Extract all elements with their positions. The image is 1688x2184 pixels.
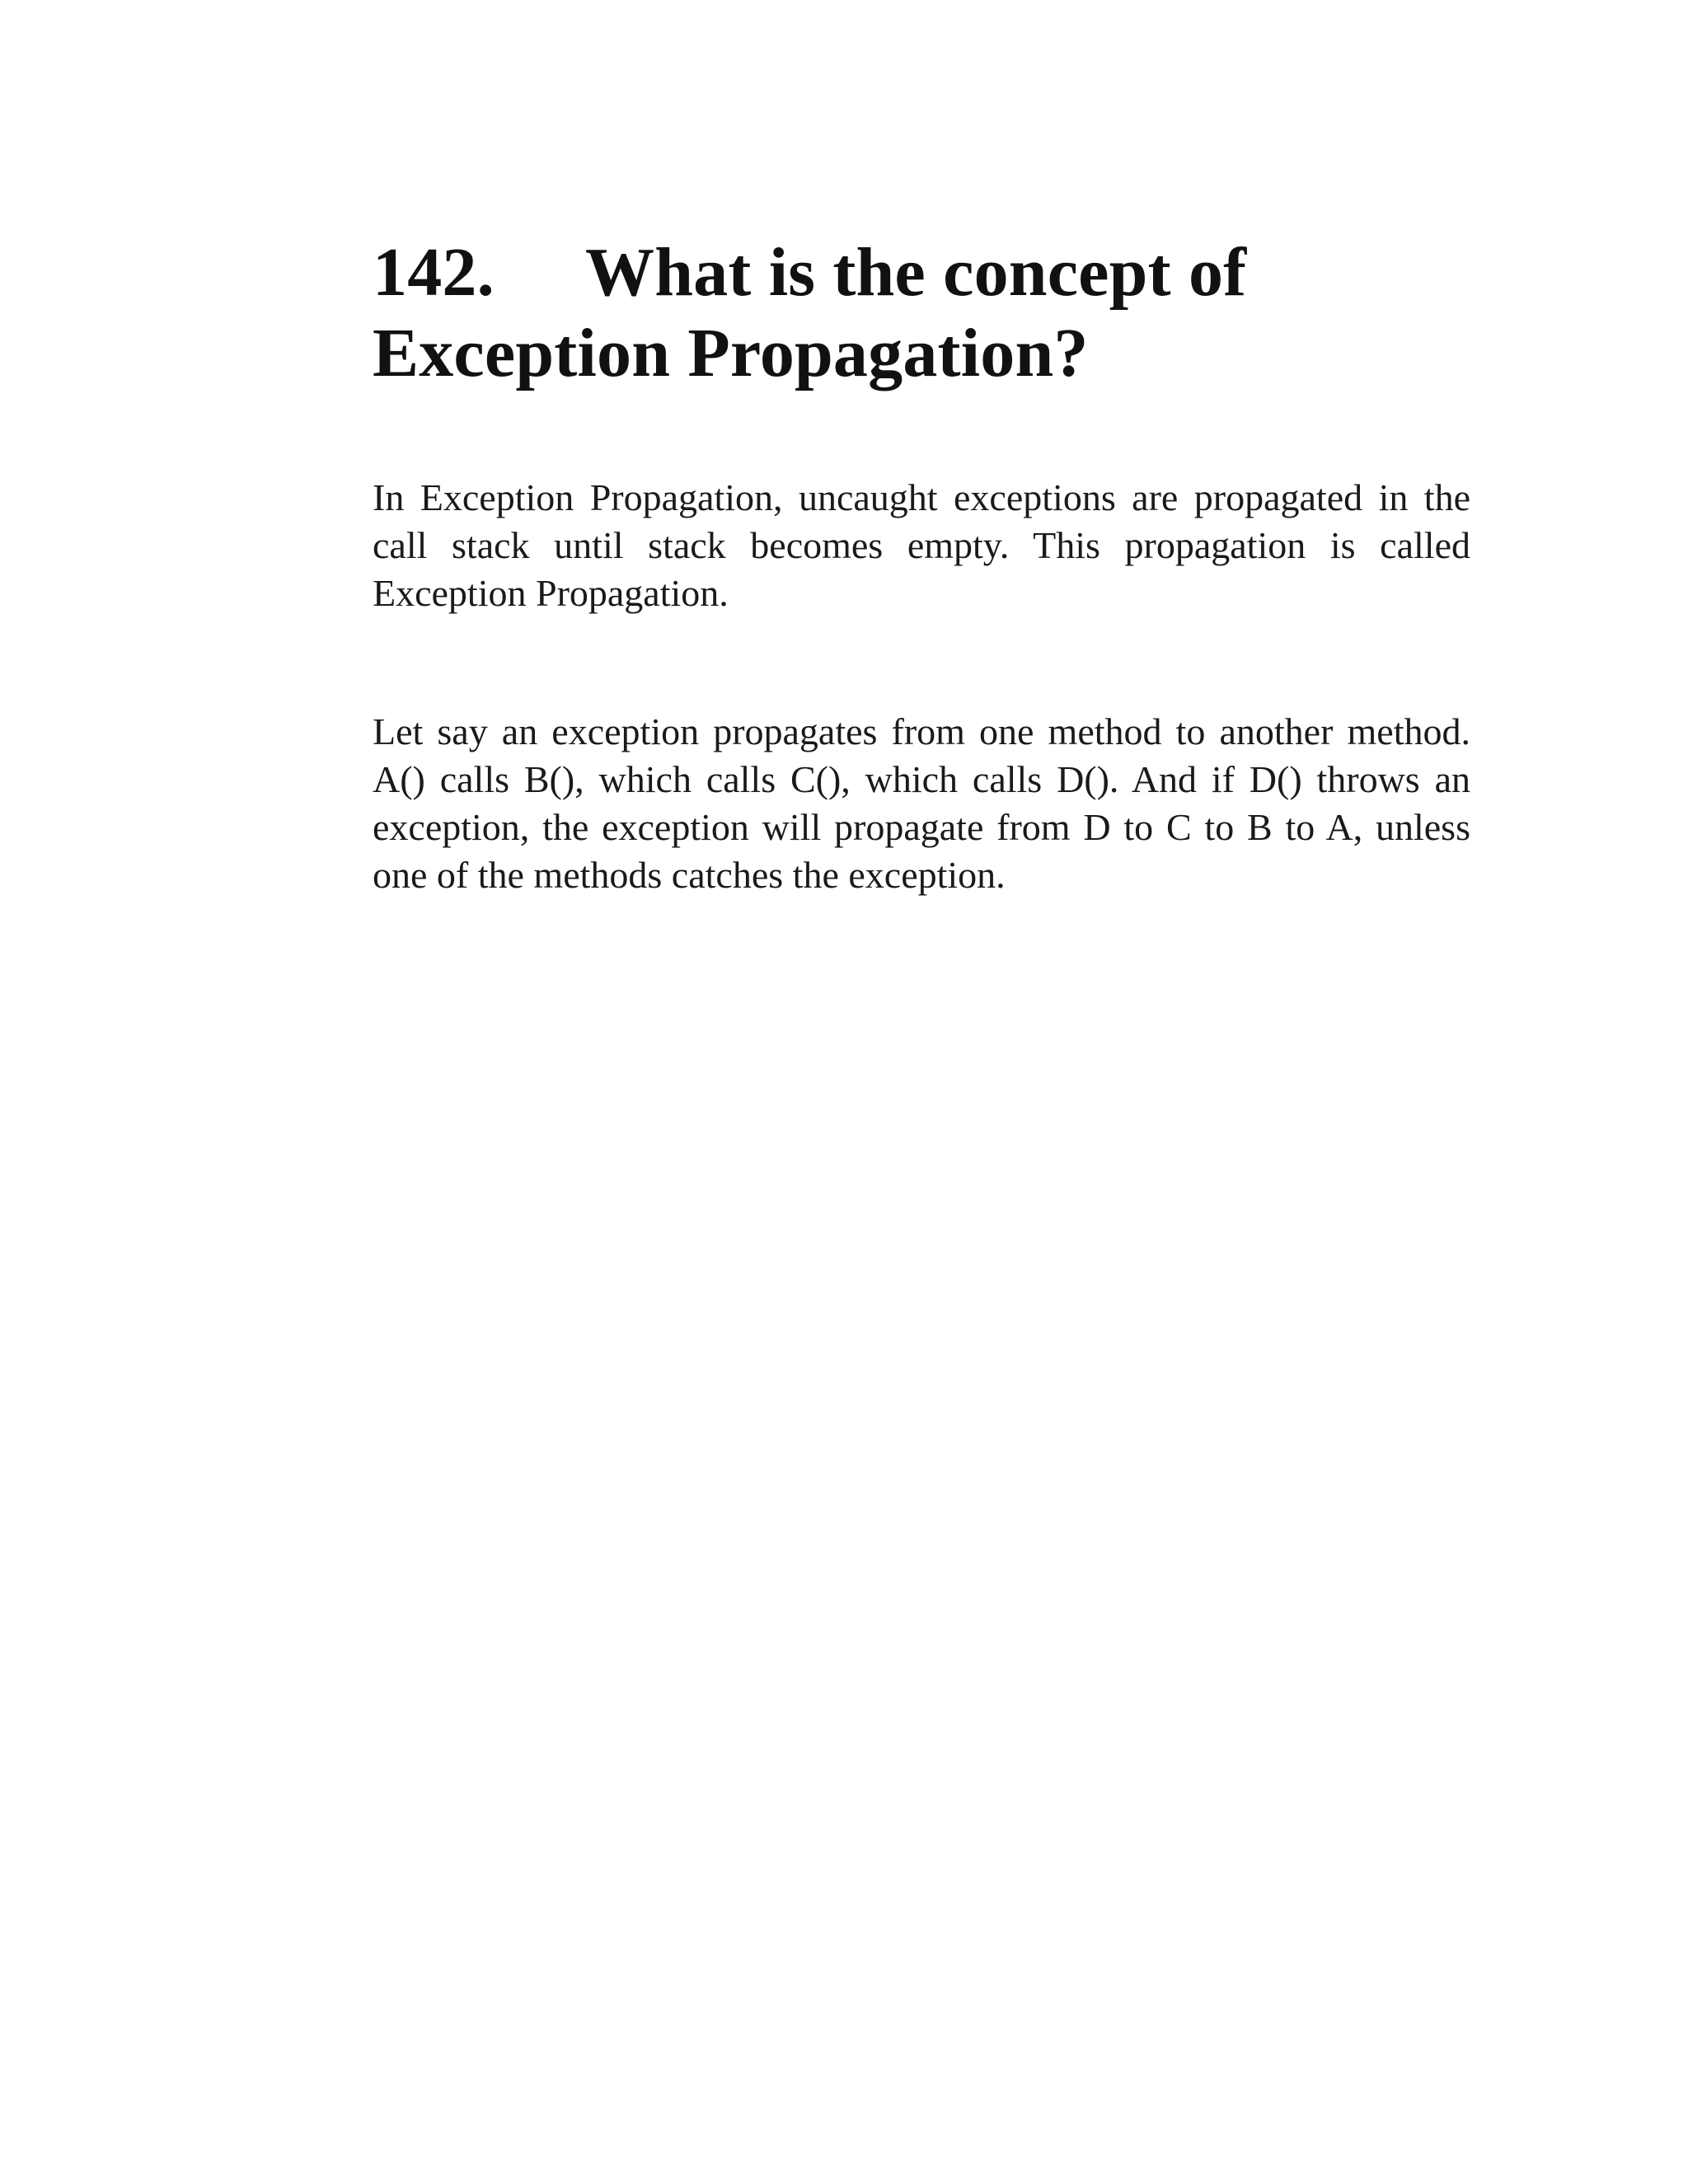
question-title-line-1: What is the concept of bbox=[585, 234, 1247, 311]
page-content bbox=[373, 232, 1470, 899]
heading-line-1 bbox=[373, 232, 1470, 313]
question-heading bbox=[373, 232, 1470, 394]
answer-paragraph-2: Let say an exception propagates from one method to another method. A() calls B(), which calls C(), which calls D(). And if D() throws an exception, the exception will propagate from D to C to B to A, unless one of the methods catches the exception. bbox=[373, 710, 1470, 896]
question-title-line-2: Exception Propagation? bbox=[373, 315, 1089, 391]
question-number: 142. bbox=[373, 234, 495, 311]
answer-paragraph-1: In Exception Propagation, uncaught exceptions are propagated in the call stack until stack becomes empty. This propagation is called Exception Propagation. bbox=[373, 476, 1470, 614]
